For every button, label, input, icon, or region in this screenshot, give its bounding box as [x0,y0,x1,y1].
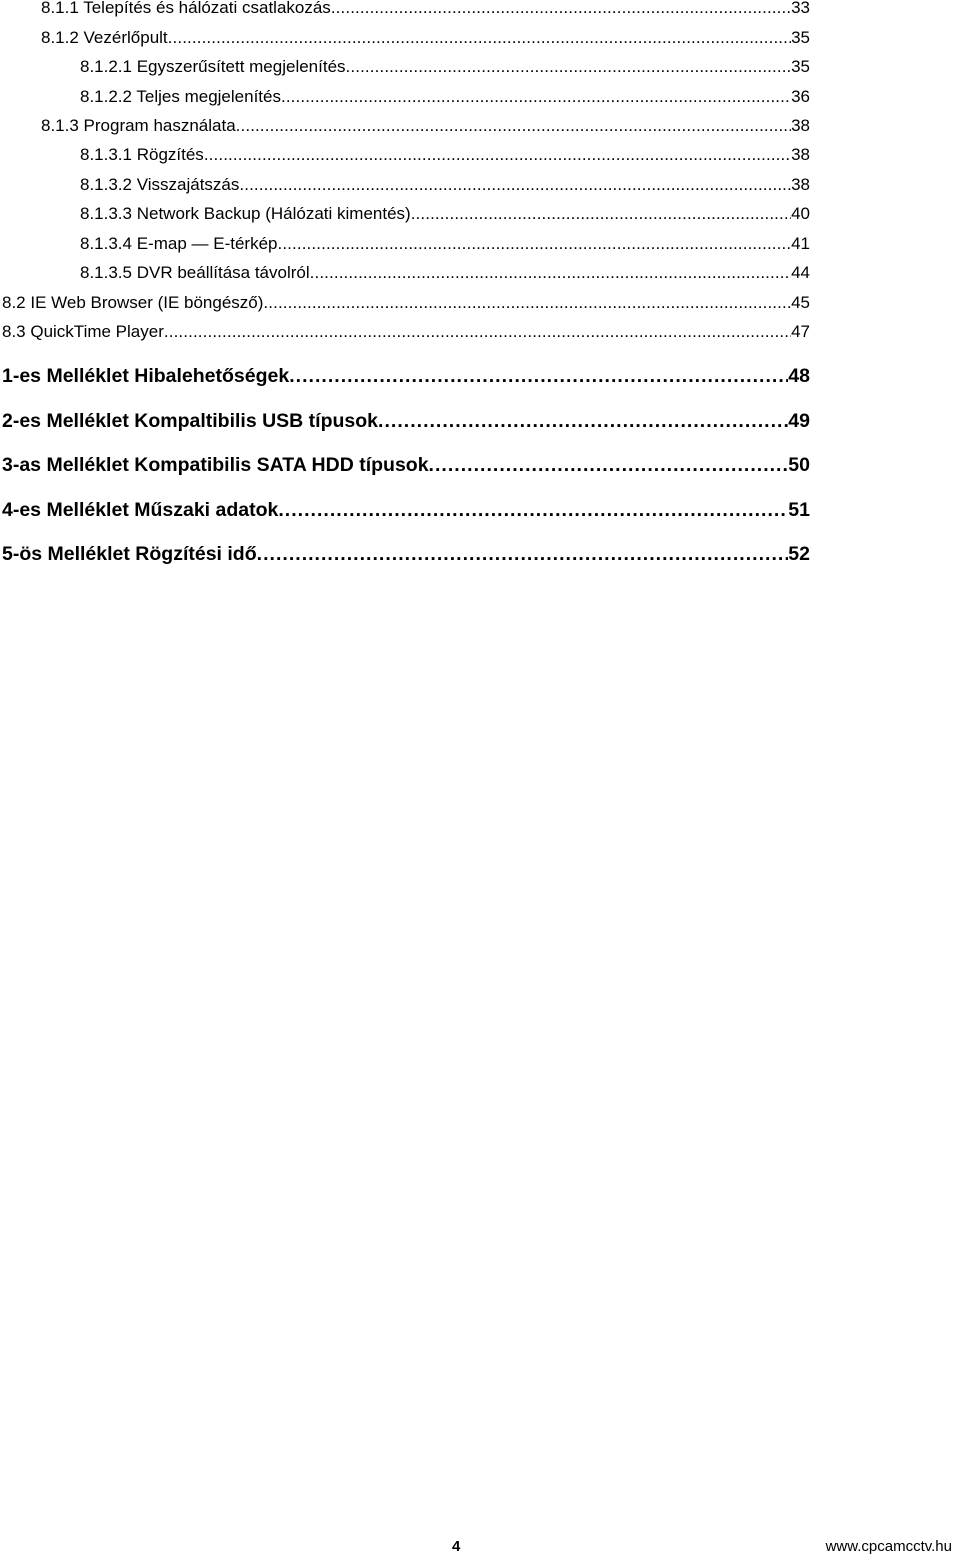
toc-entry-title: 3-as Melléklet Kompatibilis SATA HDD típusok [2,454,429,476]
toc-entry-page: 40 [791,204,810,223]
toc-entry-title: 2-es Melléklet Kompaltibilis USB típusok [2,410,379,432]
toc-entry-title: 8.1.2 Vezérlőpult [41,28,168,47]
toc-leader-dots [277,234,791,254]
toc-leader-dots [411,204,791,224]
toc-entry-page: 44 [791,263,810,282]
toc-entry [2,543,810,566]
toc-entry-page: 51 [788,499,810,521]
toc-entry-page: 33 [791,0,810,17]
toc-entry-page: 52 [788,543,810,565]
toc-leader-dots [289,365,788,388]
toc-entry [2,410,810,433]
toc-leader-dots [204,145,791,165]
toc-entry-page: 35 [791,57,810,76]
toc-leader-dots [281,87,791,107]
toc-entry [80,175,810,195]
toc-entry-title: 8.1.3 Program használata [41,116,236,135]
toc-leader-dots [164,322,791,342]
toc-entry [80,57,810,77]
toc-entry-title: 8.3 QuickTime Player [2,322,164,341]
toc-leader-dots [236,116,791,136]
toc-entry-title: 8.1.3.1 Rögzítés [80,145,204,164]
toc-entry-title: 8.1.3.5 DVR beállítása távolról [80,263,310,282]
toc-entry [2,293,810,313]
toc-entry-page: 35 [791,28,810,47]
toc-leader-dots [378,410,788,433]
toc-entry-page: 48 [788,365,810,387]
toc-entry-page: 47 [791,322,810,341]
footer-website: www.cpcamcctv.hu [825,1538,952,1555]
toc-entry [41,0,810,18]
toc-entry [2,322,810,342]
toc-leader-dots [168,28,791,48]
toc-leader-dots [331,0,791,18]
toc-entry-title: 8.1.3.4 E-map — E-térkép [80,234,278,253]
toc-entry-page: 38 [791,175,810,194]
toc-entry-title: 8.1.3.2 Visszajátszás [80,175,240,194]
toc-entry-title: 8.1.1 Telepítés és hálózati csatlakozás [41,0,331,17]
toc-leader-dots [310,263,791,283]
toc-entry [80,234,810,254]
toc-entry [80,263,810,283]
toc-entry-title: 8.1.2.1 Egyszerűsített megjelenítés [80,57,346,76]
toc-entry-title: 4-es Melléklet Műszaki adatok [2,499,279,521]
toc-entry-title: 1-es Melléklet Hibalehetőségek [2,365,290,387]
toc-entry-page: 38 [791,145,810,164]
toc-entry [80,87,810,107]
toc-entry [41,116,810,136]
toc-entry-page: 41 [791,234,810,253]
toc-entry [80,204,810,224]
toc-entry-page: 49 [788,410,810,432]
footer-page-number: 4 [452,1538,461,1555]
toc-entry [2,454,810,477]
toc-entry [2,365,810,388]
toc-entry-title: 5-ös Melléklet Rögzítési idő [2,543,257,565]
toc-entry-title: 8.1.2.2 Teljes megjelenítés [80,87,281,106]
toc-entry-title: 8.2 IE Web Browser (IE böngésző) [2,293,264,312]
toc-entry-page: 36 [791,87,810,106]
toc-leader-dots [263,293,791,313]
toc-entry-page: 38 [791,116,810,135]
toc-entry [2,499,810,522]
toc-leader-dots [278,499,788,522]
toc-leader-dots [257,543,789,566]
toc-entry-title: 8.1.3.3 Network Backup (Hálózati kimentés) [80,204,411,223]
toc-entry [41,28,810,48]
toc-leader-dots [346,57,792,77]
toc-leader-dots [429,454,789,477]
toc-leader-dots [239,175,791,195]
toc-entry-page: 50 [788,454,810,476]
toc-entry-page: 45 [791,293,810,312]
toc-entry [80,145,810,165]
